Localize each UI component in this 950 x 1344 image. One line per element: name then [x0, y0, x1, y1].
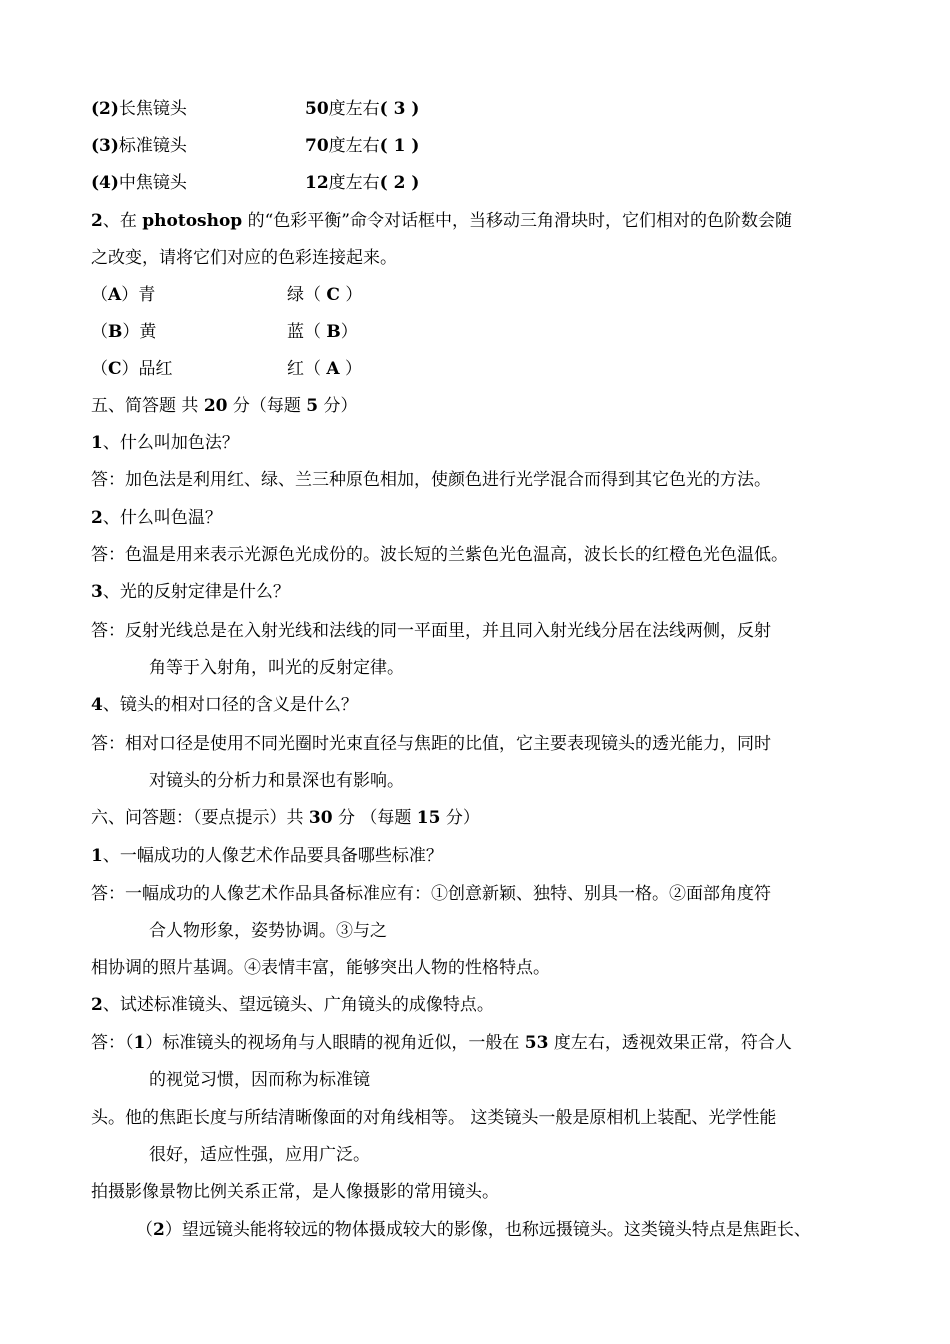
paren-open: ( [379, 136, 394, 156]
question-text: 、试述标准镜头、望远镜头、广角镜头的成像特点。 [102, 995, 494, 1015]
answer-text: 答：反射光线总是在入射光线和法线的同一平面里，并且同入射光线分居在法线两侧，反射 [91, 621, 771, 641]
essay-answer-cont [136, 1219, 811, 1241]
answer-text: ）标准镜头的视场角与人眼睛的视角近似，一般在 [145, 1033, 525, 1053]
question-number: 2 [91, 995, 103, 1015]
answer-value: 2 [393, 173, 406, 193]
question-number: 1 [91, 433, 103, 453]
answer-key: A [326, 359, 340, 379]
answer-key: C [326, 285, 340, 305]
answer-text: 相协调的照片基调。④表情丰富，能够突出人物的性格特点。 [91, 958, 550, 978]
essay-answer-cont [91, 1181, 499, 1203]
degree-value: 50 [305, 99, 329, 119]
question-text: 、什么叫加色法？ [102, 433, 239, 453]
degree-text: 度左右 [328, 136, 380, 156]
essay-answer-cont [91, 1107, 776, 1129]
item-number: 1 [133, 1033, 146, 1053]
paren-open: ( [379, 173, 394, 193]
short-answer [91, 620, 771, 642]
option-key: A [108, 285, 122, 305]
answer-text: （ [136, 1220, 153, 1240]
degree-value: 53 [524, 1033, 549, 1053]
paren-close: ) [405, 136, 420, 156]
degree-text: 度左右 [328, 99, 380, 119]
short-answer-cont [149, 657, 404, 679]
question-color-balance [91, 210, 792, 232]
question-number: 2 [91, 211, 103, 231]
target-color: 红（ [287, 359, 327, 379]
points-per-question: 5 [306, 396, 319, 416]
answer-text: 答：相对口径是使用不同光圈时光束直径与焦距的比值，它主要表现镜头的透光能力，同时 [91, 734, 771, 754]
short-question [91, 694, 358, 716]
essay-question [91, 845, 443, 867]
target-color: 绿（ [287, 285, 327, 305]
essay-answer [91, 1032, 792, 1054]
question-number: 3 [91, 582, 103, 602]
target-color: 蓝（ [287, 322, 327, 342]
short-answer [91, 733, 771, 755]
app-name: photoshop [142, 211, 243, 231]
row-number: (2) [91, 99, 119, 119]
answer-value: 1 [393, 136, 406, 156]
essay-answer-cont [149, 1069, 370, 1091]
row-number: (4) [91, 173, 119, 193]
color-row [91, 321, 358, 343]
essay-answer [91, 883, 771, 905]
section-heading-short-answer [91, 395, 358, 417]
paren-close: ） [339, 359, 363, 379]
option-key: C [108, 359, 122, 379]
color-row [91, 284, 363, 306]
heading-text: 分 （每题 [332, 808, 417, 828]
short-question [91, 507, 222, 529]
answer-value: 3 [393, 99, 406, 119]
essay-question [91, 994, 494, 1016]
lens-name: 长焦镜头 [118, 99, 187, 119]
option-key: B [108, 322, 123, 342]
item-number: 2 [153, 1220, 165, 1240]
paren-close: ） [339, 285, 363, 305]
paren-close: ） [340, 322, 358, 342]
degree-value: 12 [305, 173, 329, 193]
answer-key: B [326, 322, 341, 342]
color-row [91, 358, 363, 380]
heading-text: 六、问答题：（要点提示）共 [91, 808, 309, 828]
option-color: ）黄 [122, 322, 157, 342]
question-text: 、在 [102, 211, 143, 231]
short-answer [91, 469, 771, 491]
answer-text: 的视觉习惯，因而称为标准镜 [149, 1070, 370, 1090]
short-question [91, 432, 239, 454]
option-color: ）青 [121, 285, 156, 305]
lens-row [91, 98, 420, 120]
paren-close: ) [405, 173, 420, 193]
answer-text: 度左右，透视效果正常，符合人 [548, 1033, 792, 1053]
answer-text: 答：（ [91, 1033, 134, 1053]
heading-text: 分（每题 [227, 396, 307, 416]
option-color: ）品红 [121, 359, 173, 379]
heading-text: 分） [440, 808, 480, 828]
answer-text: 答：加色法是利用红、绿、兰三种原色相加，使颜色进行光学混合而得到其它色光的方法。 [91, 470, 771, 490]
short-question [91, 581, 290, 603]
answer-text: 合人物形象，姿势协调。③与之 [149, 921, 387, 941]
short-answer-cont [149, 770, 404, 792]
question-number: 2 [91, 508, 103, 528]
question-text: 、光的反射定律是什么？ [102, 582, 290, 602]
paren-open: （ [91, 359, 108, 379]
essay-answer-cont [149, 920, 387, 942]
section-heading-essay [91, 807, 480, 829]
paren-open: （ [91, 322, 108, 342]
question-number: 4 [91, 695, 103, 715]
answer-text: 答：色温是用来表示光源色光成份的。波长短的兰紫色光色温高，波长长的红橙色光色温低。 [91, 545, 788, 565]
question-text: 的“色彩平衡”命令对话框中，当移动三角滑块时，它们相对的色阶数会随 [242, 211, 792, 231]
lens-row [91, 135, 420, 157]
heading-text: 五、简答题 共 [91, 396, 204, 416]
essay-answer-cont [149, 1144, 370, 1166]
degree-value: 70 [305, 136, 329, 156]
lens-name: 中焦镜头 [118, 173, 187, 193]
points-per-question: 15 [416, 808, 441, 828]
question-text: 、镜头的相对口径的含义是什么？ [102, 695, 358, 715]
degree-text: 度左右 [328, 173, 380, 193]
answer-text: 角等于入射角，叫光的反射定律。 [149, 658, 404, 678]
answer-text: 很好，适应性强，应用广泛。 [149, 1145, 370, 1165]
short-answer [91, 544, 788, 566]
paren-open: ( [379, 99, 394, 119]
answer-text: 对镜头的分析力和景深也有影响。 [149, 771, 404, 791]
answer-text: 拍摄影像景物比例关系正常，是人像摄影的常用镜头。 [91, 1182, 499, 1202]
essay-answer-cont [91, 957, 550, 979]
lens-name: 标准镜头 [118, 136, 187, 156]
question-text: 、一幅成功的人像艺术作品要具备哪些标准？ [102, 846, 443, 866]
answer-text: 答：一幅成功的人像艺术作品具备标准应有：①创意新颖、独特、别具一格。②面部角度符 [91, 884, 771, 904]
question-color-balance-cont [91, 247, 397, 269]
paren-close: ) [405, 99, 420, 119]
total-points: 30 [308, 808, 333, 828]
row-number: (3) [91, 136, 119, 156]
total-points: 20 [203, 396, 228, 416]
heading-text: 分） [318, 396, 358, 416]
question-text: 、什么叫色温？ [102, 508, 222, 528]
paren-open: （ [91, 285, 108, 305]
answer-text: ）望远镜头能将较远的物体摄成较大的影像，也称远摄镜头。这类镜头特点是焦距长、 [164, 1220, 811, 1240]
question-text: 之改变，请将它们对应的色彩连接起来。 [91, 248, 397, 268]
question-number: 1 [91, 846, 103, 866]
answer-text: 头。他的焦距长度与所结清晰像面的对角线相等。 这类镜头一般是原相机上装配、光学性能 [91, 1108, 777, 1128]
lens-row [91, 172, 420, 194]
